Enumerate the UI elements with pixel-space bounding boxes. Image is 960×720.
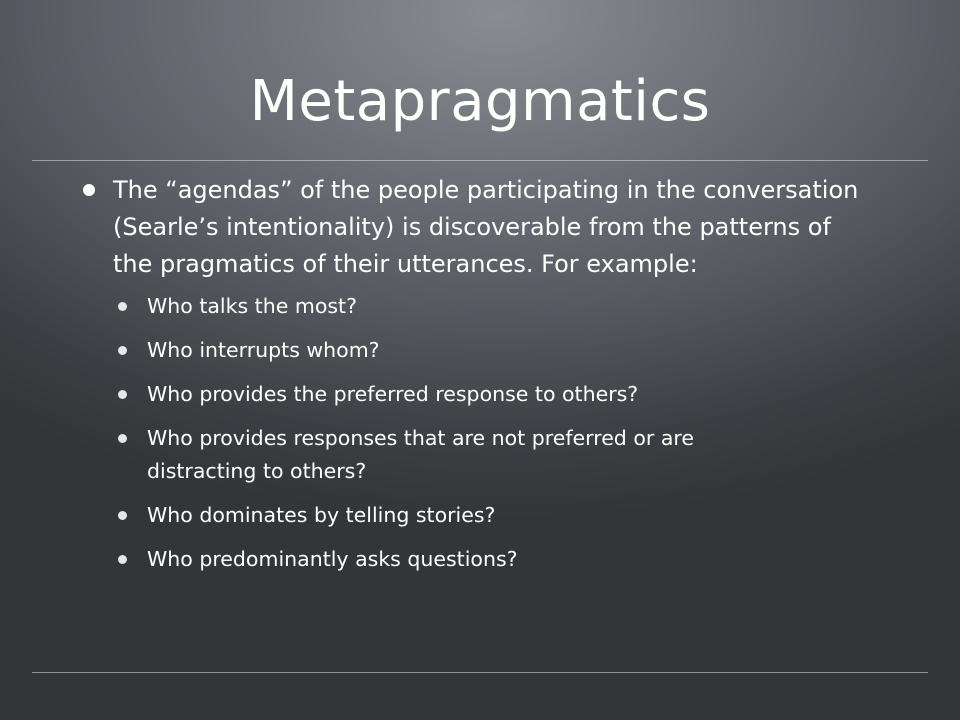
footer-divider bbox=[32, 672, 928, 673]
sub-bullet-item bbox=[72, 499, 787, 532]
sub-bullet-text: Who talks the most? bbox=[147, 294, 357, 318]
main-bullet-item bbox=[72, 172, 872, 283]
main-bullet-text: The “agendas” of the people participating in the conversation (Searle’s intentionality) is discoverable from the patterns of the pragmatics of their utterances. For example: bbox=[113, 176, 859, 278]
bullet-icon bbox=[118, 511, 127, 520]
sub-bullet-list bbox=[72, 290, 872, 576]
bullet-icon bbox=[118, 346, 127, 355]
sub-bullet-item bbox=[72, 422, 787, 488]
slide-title: Metapragmatics bbox=[249, 69, 711, 134]
sub-bullet-text: Who dominates by telling stories? bbox=[147, 503, 496, 527]
bullet-icon bbox=[118, 302, 127, 311]
slide-body bbox=[72, 172, 872, 587]
sub-bullet-item bbox=[72, 543, 787, 576]
sub-bullet-text: Who predominantly asks questions? bbox=[147, 547, 518, 571]
sub-bullet-item bbox=[72, 378, 787, 411]
title-divider bbox=[32, 160, 928, 161]
sub-bullet-text: Who interrupts whom? bbox=[147, 338, 380, 362]
sub-bullet-item bbox=[72, 334, 787, 367]
bullet-icon bbox=[83, 184, 95, 196]
bullet-icon bbox=[118, 434, 127, 443]
sub-bullet-text: Who provides the preferred response to others? bbox=[147, 382, 639, 406]
bullet-icon bbox=[118, 390, 127, 399]
bullet-icon bbox=[118, 555, 127, 564]
sub-bullet-item bbox=[72, 290, 787, 323]
sub-bullet-text: Who provides responses that are not preferred or are distracting to others? bbox=[147, 426, 694, 483]
